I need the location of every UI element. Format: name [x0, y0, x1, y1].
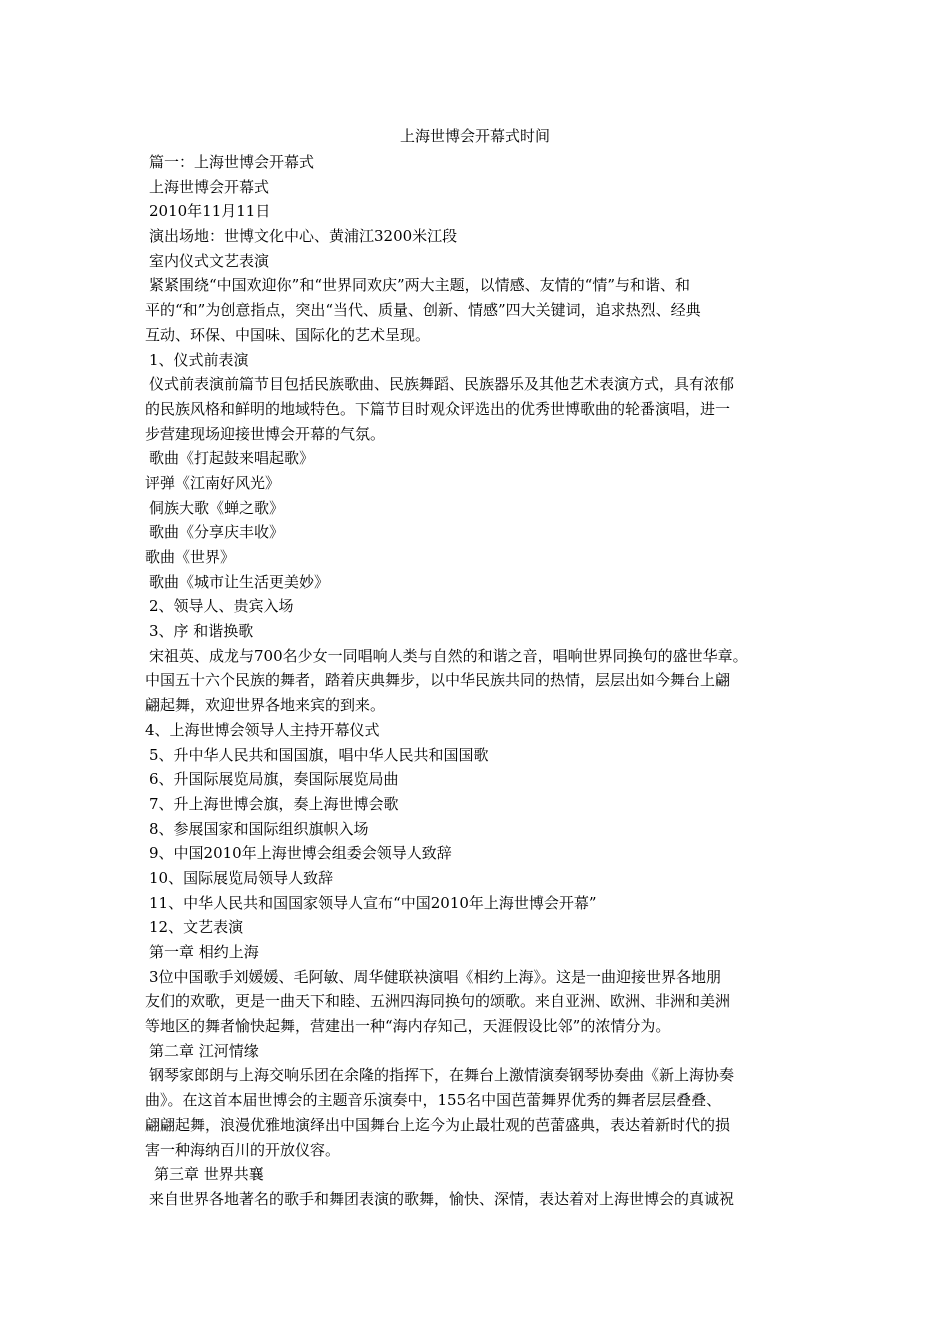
document-line: 平的“和”为创意指点，突出“当代、质量、创新、情感”四大关键词，追求热烈、经典 — [145, 301, 701, 320]
document-line: 1、仪式前表演 — [149, 350, 249, 369]
document-title: 上海世博会开幕式时间 — [399, 127, 550, 145]
document-line: 仪式前表演前篇节目包括民族歌曲、民族舞蹈、民族器乐及其他艺术表演方式，具有浓郁 — [149, 375, 735, 394]
document-line: 3、序 和谐换歌 — [149, 622, 254, 641]
document-line: 11、中华人民共和国国家领导人宣布“中国2010年上海世博会开幕” — [149, 893, 597, 912]
document-line: 歌曲《打起鼓来唱起歌》 — [149, 449, 315, 468]
document-line: 上海世博会开幕式 — [149, 177, 270, 196]
document-line: 宋祖英、成龙与700名少女一同唱响人类与自然的和谐之音，唱响世界同换句的盛世华章。 — [149, 646, 748, 665]
document-line: 2、领导人、贵宾入场 — [149, 597, 294, 616]
document-line: 第三章 世界共襄 — [154, 1165, 264, 1184]
document-line: 中国五十六个民族的舞者，踏着庆典舞步，以中华民族共同的热情，层层出如今舞台上翩 — [145, 671, 731, 690]
document-line: 第一章 相约上海 — [149, 943, 259, 961]
document-line: 6、升国际展览局旗，奏国际展览局曲 — [149, 770, 399, 789]
document-line: 友们的欢歌，更是一曲天下和睦、五洲四海同换句的颂歌。来自亚洲、欧洲、非洲和美洲 — [145, 992, 731, 1011]
document-line: 紧紧围绕“中国欢迎你”和“世界同欢庆”两大主题，以情感、友情的“情”与和谐、和 — [149, 276, 691, 295]
document-line: 曲》。在这首本届世博会的主题音乐演奏中，155名中国芭蕾舞界优秀的舞者层层叠叠、 — [145, 1091, 722, 1110]
document-line: 10、国际展览局领导人致辞 — [149, 868, 334, 887]
document-line: 2010年11月11日 — [149, 202, 271, 221]
document-line: 互动、环保、中国味、国际化的艺术呈现。 — [145, 325, 431, 344]
document-line: 5、升中华人民共和国国旗，唱中华人民共和国国歌 — [149, 745, 489, 764]
document-line: 翩翩起舞，浪漫优雅地演绎出中国舞台上迄今为止最壮观的芭蕾盛典，表达着新时代的损 — [145, 1115, 731, 1134]
document-line: 9、中国2010年上海世博会组委会领导人致辞 — [149, 844, 452, 863]
document-line: 7、升上海世博会旗，奏上海世博会歌 — [149, 794, 399, 813]
document-line: 害一种海纳百川的开放仪容。 — [145, 1140, 341, 1159]
document-line: 演出场地：世博文化中心、黄浦江3200米江段 — [149, 227, 458, 246]
document-line: 8、参展国家和国际组织旗帜入场 — [149, 819, 369, 838]
document-line: 歌曲《分享庆丰收》 — [149, 523, 285, 542]
document-line: 第二章 江河情缘 — [149, 1041, 259, 1060]
document-line: 评弹《江南好风光》 — [145, 473, 281, 492]
document-line: 的民族风格和鲜明的地域特色。下篇节目时观众评选出的优秀世博歌曲的轮番演唱，进一 — [145, 399, 731, 418]
document-line: 侗族大歌《蝉之歌》 — [149, 498, 285, 517]
document-body — [145, 150, 805, 1212]
document-line: 12、文艺表演 — [149, 918, 244, 937]
document-line: 等地区的舞者愉快起舞，营建出一种“海内存知己，天涯假设比邻”的浓情分为。 — [145, 1017, 671, 1036]
document-line: 翩起舞，欢迎世界各地来宾的到来。 — [145, 696, 386, 715]
document-line: 步营建现场迎接世博会开幕的气氛。 — [145, 424, 386, 443]
document-line: 室内仪式文艺表演 — [149, 251, 270, 270]
document-line: 歌曲《城市让生活更美妙》 — [149, 572, 330, 591]
document-line: 4、上海世博会领导人主持开幕仪式 — [145, 720, 380, 739]
document-line: 来自世界各地著名的歌手和舞团表演的歌舞，愉快、深情，表达着对上海世博会的真诚祝 — [149, 1189, 735, 1208]
document-line: 3位中国歌手刘媛媛、毛阿敏、周华健联袂演唱《相约上海》。这是一曲迎接世界各地朋 — [149, 967, 722, 986]
document-line: 钢琴家郎朗与上海交响乐团在余隆的指挥下，在舞台上激情演奏钢琴协奏曲《新上海协奏 — [149, 1066, 735, 1085]
document-line: 篇一：上海世博会开幕式 — [149, 153, 315, 171]
document-line: 歌曲《世界》 — [145, 548, 236, 566]
